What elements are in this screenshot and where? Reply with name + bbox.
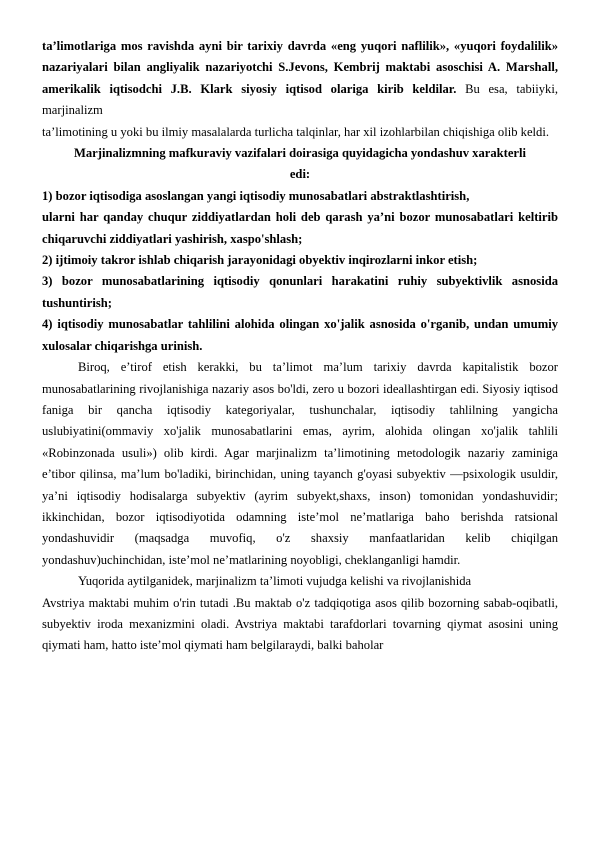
list-item-2: 2) ijtimoiy takror ishlab chiqarish jarayonidagi obyektiv inqirozlarni inkor etish; [42, 253, 478, 268]
document-page [42, 36, 558, 657]
paragraph-austrian-school-line1: Yuqorida aytilganidek, marjinalizm ta’limoti vujudga kelishi va rivojlanishida [78, 574, 472, 589]
list-item-1-rest: ularni har qanday chuqur ziddiyatlardan holi deb qarash ya’ni bozor munosabatlari keltirib chiqaruvchi ziddiyatlari yashirish, xaspo'shlash; [42, 210, 558, 246]
paragraph-intro [42, 36, 558, 122]
intro-bold-text: ta’limotlariga mos ravishda ayni bir tarixiy davrda «eng yuqori naflilik», «yuqori foydalilik» nazariyalari bilan angliyalik nazariyotchi S.Jevons, Kembrij maktabi asoschisi A. Marshall, amerikalik iqtisodchi J.B. Klark siyosiy iqtisod olariga kirib keldilar. [42, 39, 558, 96]
paragraph-austrian-school-rest: Avstriya maktabi muhim o'rin tutadi .Bu maktab o'z tadqiqotiga asos qilib bozorning sabab-oqibatli, subyektiv iroda mexanizmini oladi. Avstriya maktabi tarafdorlari tovarning qiymat asosini uning qiymati ham, hatto iste’mol qiymati ham belgilaraydi, balki baholar [42, 595, 558, 653]
list-item-3: 3) bozor munosabatlarining iqtisodiy qonunlari harakatini ruhiy subyektivlik asnosida tushuntirish; [42, 274, 558, 310]
intro-normal-text: Bu esa, tabiiyki, marjinalizm [42, 81, 559, 118]
list-item-4: 4) iqtisodiy munosabatlar tahlilini alohida olingan xo'jalik asnosida o'rganib, undan umumiy xulosalar chiqarishga urinish. [42, 317, 558, 353]
list-item-1-line1: 1) bozor iqtisodiga asoslangan yangi iqtisodiy munosabatlari abstraktlashtirish, [42, 188, 470, 203]
section-heading-line1: Marjinalizmning mafkuraviy vazifalari doirasiga quyidagicha yondashuv xarakterli [74, 146, 526, 161]
paragraph-interpretations: ta’limotining u yoki bu ilmiy masalalarda turlicha talqinlar, har xil izohlarbilan chiqishiga olib keldi. [42, 124, 549, 139]
paragraph-however: Biroq, e’tirof etish kerakki, bu ta’limot ma’lum tarixiy davrda kapitalistik bozor munosabatlarining rivojlanishiga nazariy asos bo'ldi, zero u bozori ideallashtirgan edi. Siyosiy iqtisod faniga bir qancha iqtisodiy kategoriyalar, tushunchalar, iqtisodiy tahlilning yangicha uslubiyatini(ommaviy xo'jalik munosabatlarini emas, ayrim, alohida olingan xo'jalik tahlili «Robinzonada usuli») olib kirdi. Agar marjinalizm ta’limotining metodologik nazariy zaminiga e’tibor qilinsa, ma’lum bo'ladiki, birinchidan, uning tayanch g'oyasi subyektiv —psixologik usuldir, ya’ni iqtisodiy hodisalarga subyektiv (ayrim subyekt,shaxs, inson) tomonidan yondashuvidir; ikkinchidan, bozor iqtisodiyotida odamning iste’mol ne’matlariga baho berishda ratsional yondashuvidir (maqsadga muvofiq, o'z shaxsiy manfaatlaridan kelib chiqilgan yondashuv)uchinchidan, iste’mol ne’matlarining noyobligi, cheklanganligi hamdir. [42, 360, 558, 567]
section-heading-line2: edi: [289, 167, 311, 182]
